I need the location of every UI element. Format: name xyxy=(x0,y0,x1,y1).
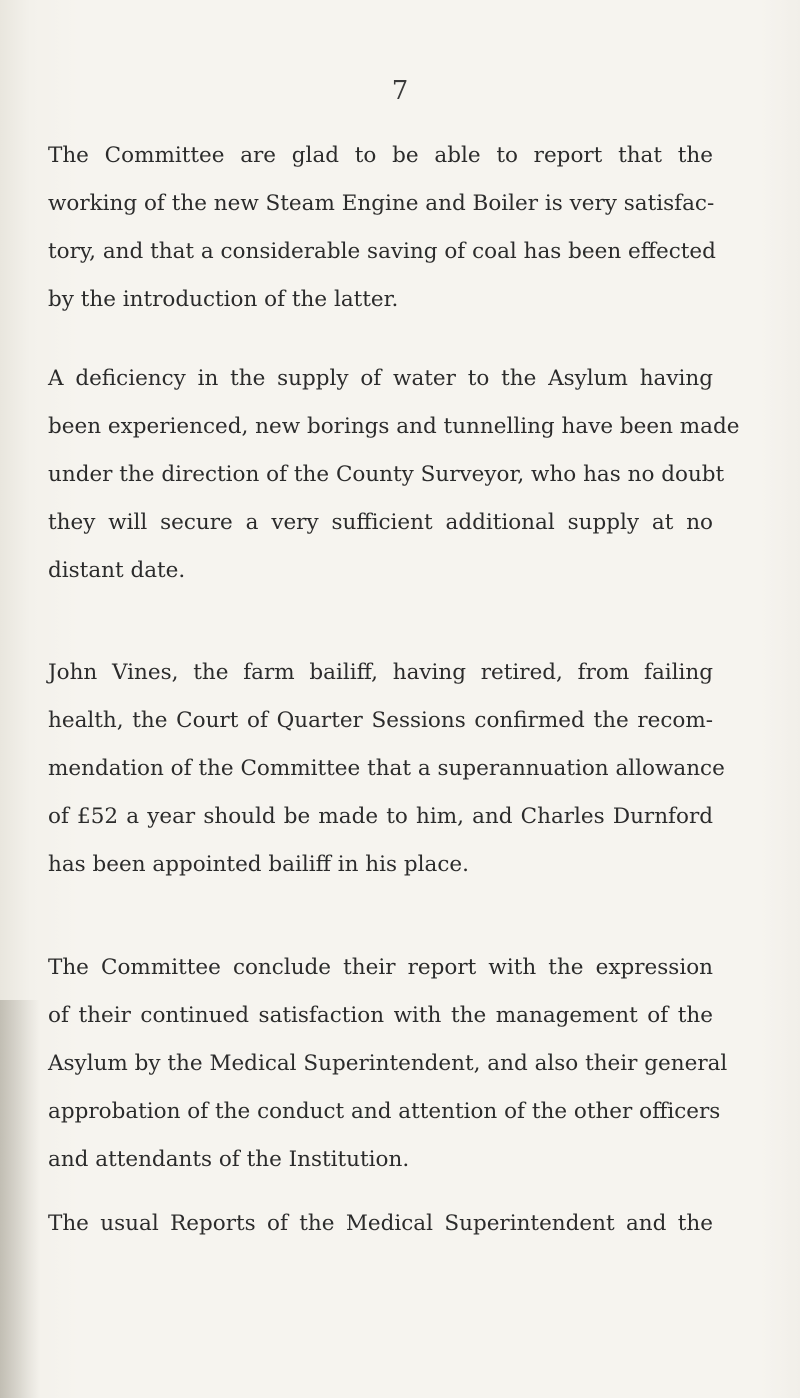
page-number: 7 xyxy=(391,76,409,106)
text-line: Asylum by the Medical Superintendent, and also their general xyxy=(48,1051,728,1076)
text-line: The usual Reports of the Medical Superintendent and the xyxy=(48,1211,713,1236)
text-line: A deficiency in the supply of water to the Asylum having xyxy=(48,366,713,391)
text-line: of £52 a year should be made to him, and Charles Durnford xyxy=(48,804,713,829)
text-line: health, the Court of Quarter Sessions confirmed the recom- xyxy=(48,708,713,733)
paragraph-conclusion xyxy=(48,944,728,1184)
text-line: John Vines, the farm bailiff, having retired, from failing xyxy=(48,660,713,685)
paragraph-usual-reports xyxy=(48,1200,713,1248)
text-line: The Committee are glad to be able to report that the xyxy=(48,143,713,168)
page-edge-shadow xyxy=(0,1000,40,1398)
text-line: has been appointed bailiff in his place. xyxy=(48,852,469,877)
paragraph-steam-engine xyxy=(48,132,716,324)
text-line: tory, and that a considerable saving of coal has been effected xyxy=(48,239,716,264)
paragraph-water-supply xyxy=(48,355,740,595)
text-line: and attendants of the Institution. xyxy=(48,1147,410,1172)
paragraph-farm-bailiff xyxy=(48,649,725,889)
text-line: The Committee conclude their report with the expression xyxy=(48,955,713,980)
text-line: approbation of the conduct and attention of the other officers xyxy=(48,1099,721,1124)
text-line: they will secure a very sufficient additional supply at no xyxy=(48,510,713,535)
text-line: under the direction of the County Surveyor, who has no doubt xyxy=(48,462,725,487)
text-line: working of the new Steam Engine and Boiler is very satisfac- xyxy=(48,191,715,216)
text-line: been experienced, new borings and tunnelling have been made xyxy=(48,414,740,439)
text-line: of their continued satisfaction with the management of the xyxy=(48,1003,713,1028)
text-line: distant date. xyxy=(48,558,186,583)
text-line: mendation of the Committee that a superannuation allowance xyxy=(48,756,725,781)
text-line: by the introduction of the latter. xyxy=(48,287,399,312)
